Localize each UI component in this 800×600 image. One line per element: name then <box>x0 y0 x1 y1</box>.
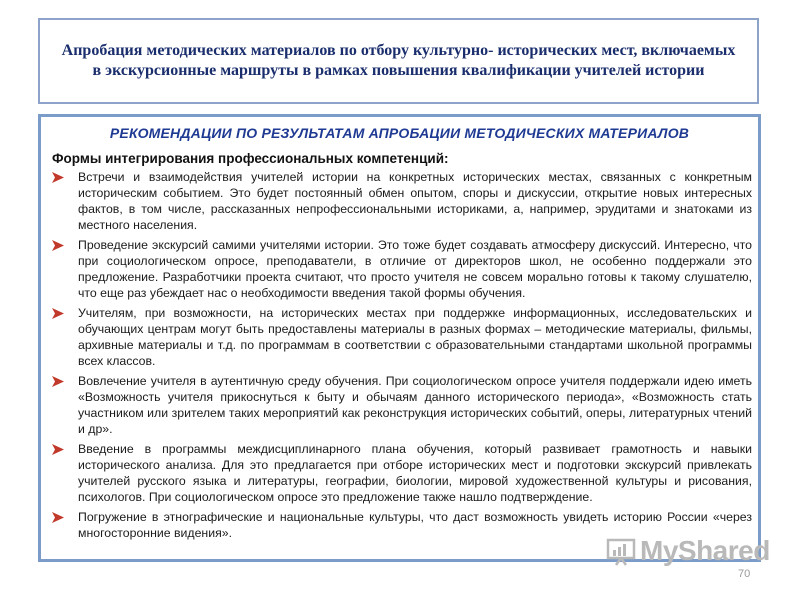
list-item <box>52 237 752 301</box>
watermark-text: MyShared <box>640 535 770 566</box>
arrow-bullet-icon <box>52 512 64 523</box>
list-item-text: Вовлечение учителя в аутентичную среду обучения. При социологическом опросе учителя поддержали идею иметь «Возможность учителя прикоснуться к быту и обычаям данного исторического периода», «Возможность стать участником или зрителем таких мероприятий как реконструкция исторических событий, оперы, литературных чтений и др». <box>78 374 752 436</box>
arrow-bullet-icon <box>52 240 64 251</box>
slide-title: Апробация методических материалов по отбору культурно- исторических мест, включаемых в экскурсионные маршруты в рамках повышения квалификации учителей истории <box>61 42 736 79</box>
arrow-bullet-icon <box>52 308 64 319</box>
arrow-bullet-icon <box>52 376 64 387</box>
arrow-bullet-icon <box>52 444 64 455</box>
title-box <box>38 18 759 104</box>
list-item <box>52 169 752 233</box>
list-item-text: Проведение экскурсий самими учителями истории. Это тоже будет создавать атмосферу дискуссий. Интересно, что при социологическом опросе, преподаватели, в отличие от директоров школ, не особенно поддержали это предложение. Разработчики проекта считают, что просто учителя не совсем морально готовы к такому слушателю, что еще раз убеждает нас о необходимости введения такой формы обучения. <box>78 238 752 300</box>
arrow-bullet-icon <box>52 172 64 183</box>
content-box <box>38 114 761 562</box>
list-item-text: Введение в программы междисциплинарного плана обучения, который развивает грамотность и навыки исторического анализа. Для это предлагается при отборе исторических мест и подготовки экскурсий привлекать учителей русского языка и литературы, географии, биологии, мировой художественной культуры и рисования, психологов. При социологическом опросе это предложение также нашло подтверждение. <box>78 442 752 504</box>
watermark <box>606 535 770 567</box>
list-item <box>52 373 752 437</box>
list-item <box>52 305 752 369</box>
list-item <box>52 441 752 505</box>
myshared-logo-icon <box>606 536 636 566</box>
recommendations-list <box>52 169 752 545</box>
page-number: 70 <box>738 568 751 580</box>
forms-heading: Формы интегрирования профессиональных компетенций: <box>52 151 449 166</box>
list-item-text: Погружение в этнографические и национальные культуры, что даст возможность увидеть историю России «через многосторонние видения». <box>78 510 752 540</box>
list-item-text: Учителям, при возможности, на исторических местах при поддержке информационных, исследовательских и обучающих центрам могут быть предоставлены материалы в разных формах – методические материалы, фильмы, архивные материалы и т.д. по программам в соответствии с образовательными стандартами школьной программы всех классов. <box>78 306 752 368</box>
section-heading: РЕКОМЕНДАЦИИ ПО РЕЗУЛЬТАТАМ АПРОБАЦИИ МЕТОДИЧЕСКИХ МАТЕРИАЛОВ <box>109 125 690 141</box>
list-item-text: Встречи и взаимодействия учителей истории на конкретных исторических местах, связанных с конкретным историческим событием. Это будет постоянный обмен опытом, споры и дискуссии, открытие новых интересных фактов, в том числе, рассказанных непрофессиональными историками, а, например, эрудитами и знатоками из местного населения. <box>78 170 752 232</box>
